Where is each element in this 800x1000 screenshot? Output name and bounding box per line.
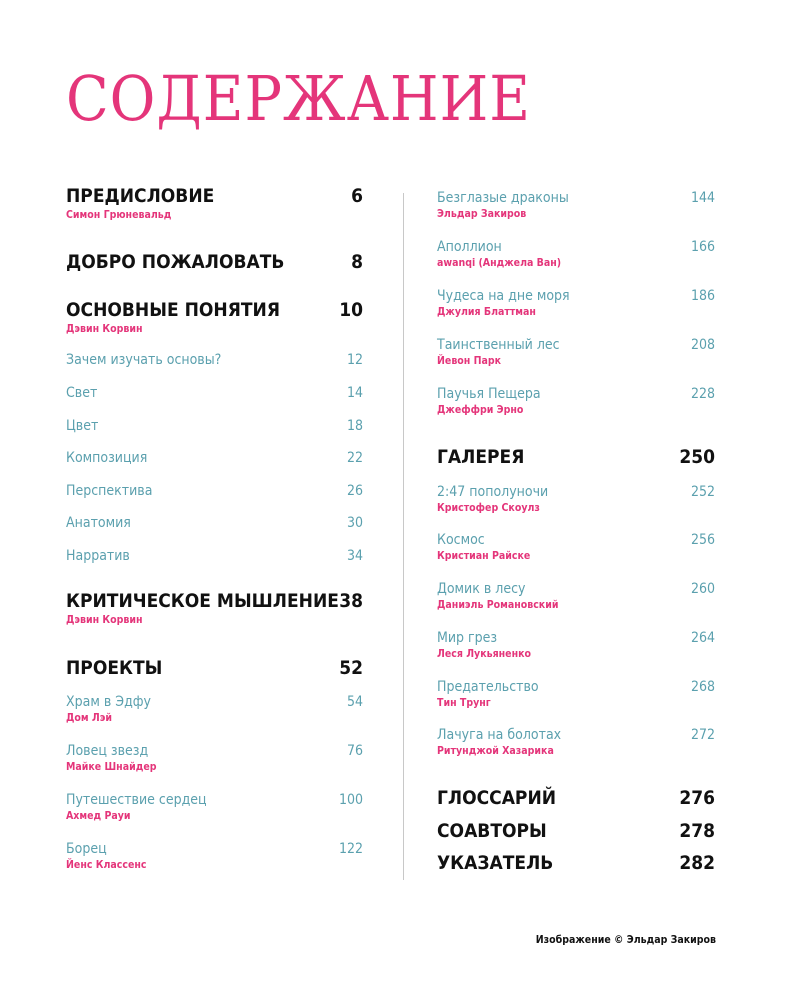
entry-title: Ловец звезд: [66, 743, 149, 759]
entry-page-number: 272: [690, 727, 715, 743]
entry-author: Йевон Парк: [437, 354, 502, 367]
entry-author: Кристиан Райске: [437, 549, 531, 562]
entry-title: Композиция: [66, 450, 148, 466]
entry-title: Перспектива: [66, 483, 153, 499]
entry-page-number: 122: [338, 841, 363, 857]
toc-entry-row: [66, 352, 363, 369]
toc-subsection: [437, 727, 715, 758]
entry-page-number: 76: [346, 743, 363, 759]
entry-title: Чудеса на дне моря: [437, 288, 570, 304]
toc-section: [66, 252, 363, 274]
toc-entry-row: [437, 581, 715, 598]
entry-page-number: 166: [690, 239, 715, 255]
entry-page-number: 18: [346, 418, 363, 434]
entry-page-number: 250: [679, 446, 715, 468]
entry-title: Нарратив: [66, 548, 130, 564]
entry-author: Дом Лэй: [66, 711, 112, 724]
toc-entry-row: [437, 337, 715, 354]
entry-title: УКАЗАТЕЛЬ: [437, 852, 554, 874]
page-title: СОДЕРЖАНИЕ: [66, 62, 531, 135]
entry-page-number: 34: [346, 548, 363, 564]
toc-subsection: [66, 694, 363, 725]
toc-subsection: [66, 418, 363, 435]
entry-title: ГАЛЕРЕЯ: [437, 446, 525, 468]
entry-page-number: 30: [346, 515, 363, 531]
toc-entry-row: [66, 743, 363, 760]
toc-entry-row: [437, 630, 715, 647]
toc-entry-row: [66, 252, 363, 274]
entry-page-number: 276: [679, 787, 715, 809]
image-credit: Изображение © Эльдар Закиров: [535, 934, 716, 946]
entry-title: ДОБРО ПОЖАЛОВАТЬ: [66, 251, 285, 273]
entry-page-number: 186: [690, 288, 715, 304]
entry-title: Храм в Эдфу: [66, 694, 151, 710]
entry-title: ПРОЕКТЫ: [66, 657, 163, 679]
toc-section: [66, 658, 363, 680]
toc-subsection: [66, 548, 363, 565]
entry-page-number: 208: [690, 337, 715, 353]
toc-subsection: [437, 386, 715, 417]
entry-page-number: 278: [679, 820, 715, 842]
toc-subsection: [66, 483, 363, 500]
toc-subsection: [66, 792, 363, 823]
toc-subsection: [437, 190, 715, 221]
entry-author: Майке Шнайдер: [66, 760, 157, 773]
entry-page-number: 6: [351, 185, 363, 207]
entry-page-number: 282: [679, 852, 715, 874]
toc-entry-row: [437, 679, 715, 696]
entry-author: Леся Лукьяненко: [437, 647, 532, 660]
toc-subsection: [437, 239, 715, 270]
toc-entry-row: [437, 447, 715, 469]
entry-author: Симон Грюневальд: [66, 208, 172, 221]
entry-title: Безглазые драконы: [437, 190, 569, 206]
entry-title: Лачуга на болотах: [437, 727, 562, 743]
toc-entry-row: [437, 532, 715, 549]
toc-entry-row: [66, 792, 363, 809]
entry-page-number: 12: [346, 352, 363, 368]
entry-title: Таинственный лес: [437, 337, 560, 353]
toc-entry-row: [437, 727, 715, 744]
toc-entry-row: [66, 483, 363, 500]
toc-subsection: [66, 743, 363, 774]
toc-entry-row: [437, 821, 715, 843]
entry-author: Кристофер Скоулз: [437, 501, 540, 514]
entry-author: Йенс Классенс: [66, 858, 147, 871]
toc-entry-row: [66, 658, 363, 680]
toc-entry-row: [437, 239, 715, 256]
entry-title: Путешествие сердец: [66, 792, 207, 808]
toc-entry-row: [66, 186, 363, 208]
entry-page-number: 26: [346, 483, 363, 499]
entry-page-number: 256: [690, 532, 715, 548]
entry-page-number: 252: [690, 484, 715, 500]
entry-title: Анатомия: [66, 515, 131, 531]
entry-title: Предательство: [437, 679, 539, 695]
entry-page-number: 260: [690, 581, 715, 597]
toc-subsection: [66, 515, 363, 532]
entry-page-number: 22: [346, 450, 363, 466]
toc-subsection: [437, 630, 715, 661]
entry-page-number: 14: [346, 385, 363, 401]
toc-section: [437, 821, 715, 843]
toc-entry-row: [66, 841, 363, 858]
entry-title: ПРЕДИСЛОВИЕ: [66, 185, 215, 207]
entry-page-number: 268: [690, 679, 715, 695]
toc-section: [437, 447, 715, 469]
toc-entry-row: [437, 190, 715, 207]
entry-author: Тин Трунг: [437, 696, 491, 709]
entry-title: ГЛОССАРИЙ: [437, 787, 557, 809]
entry-title: СОАВТОРЫ: [437, 820, 547, 842]
entry-page-number: 264: [690, 630, 715, 646]
entry-title: Космос: [437, 532, 485, 548]
entry-page-number: 10: [339, 299, 363, 321]
toc-section: [66, 591, 363, 627]
toc-entry-row: [66, 515, 363, 532]
entry-page-number: 38: [339, 590, 363, 612]
toc-subsection: [66, 841, 363, 872]
toc-subsection: [66, 352, 363, 369]
entry-title: Паучья Пещера: [437, 386, 541, 402]
entry-author: Даниэль Романовский: [437, 598, 559, 611]
entry-title: Домик в лесу: [437, 581, 526, 597]
toc-subsection: [437, 581, 715, 612]
entry-title: ОСНОВНЫЕ ПОНЯТИЯ: [66, 299, 281, 321]
entry-author: Ритунджой Хазарика: [437, 744, 554, 757]
toc-subsection: [66, 385, 363, 402]
entry-page-number: 52: [339, 657, 363, 679]
entry-page-number: 54: [346, 694, 363, 710]
entry-author: Дэвин Корвин: [66, 613, 143, 626]
toc-subsection: [437, 679, 715, 710]
toc-entry-row: [66, 548, 363, 565]
toc-entry-row: [66, 694, 363, 711]
toc-section: [66, 300, 363, 336]
toc-entry-row: [437, 288, 715, 305]
entry-title: КРИТИЧЕСКОЕ МЫШЛЕНИЕ: [66, 590, 339, 612]
toc-subsection: [437, 484, 715, 515]
toc-section: [437, 788, 715, 810]
entry-title: Борец: [66, 841, 107, 857]
toc-subsection: [66, 450, 363, 467]
toc-subsection: [437, 532, 715, 563]
toc-entry-row: [437, 386, 715, 403]
entry-title: Аполлион: [437, 239, 502, 255]
toc-section: [66, 186, 363, 222]
toc-entry-row: [66, 300, 363, 322]
column-divider: [403, 193, 404, 880]
entry-author: Ахмед Рауи: [66, 809, 131, 822]
entry-title: Зачем изучать основы?: [66, 352, 222, 368]
toc-subsection: [437, 288, 715, 319]
entry-page-number: 228: [690, 386, 715, 402]
toc-section: [437, 853, 715, 875]
toc-entry-row: [66, 591, 363, 613]
entry-page-number: 144: [690, 190, 715, 206]
entry-author: Джеффри Эрно: [437, 403, 524, 416]
entry-author: Эльдар Закиров: [437, 207, 527, 220]
entry-author: awanqi (Анджела Ван): [437, 256, 562, 269]
toc-entry-row: [437, 788, 715, 810]
toc-entry-row: [437, 484, 715, 501]
toc-entry-row: [437, 853, 715, 875]
entry-author: Дэвин Корвин: [66, 322, 143, 335]
entry-page-number: 8: [351, 251, 363, 273]
toc-entry-row: [66, 418, 363, 435]
toc-entry-row: [66, 385, 363, 402]
toc-entry-row: [66, 450, 363, 467]
entry-author: Джулия Блаттман: [437, 305, 536, 318]
entry-title: Мир грез: [437, 630, 498, 646]
entry-title: 2:47 пополуночи: [437, 484, 549, 500]
entry-page-number: 100: [338, 792, 363, 808]
entry-title: Цвет: [66, 418, 99, 434]
entry-title: Свет: [66, 385, 98, 401]
toc-subsection: [437, 337, 715, 368]
